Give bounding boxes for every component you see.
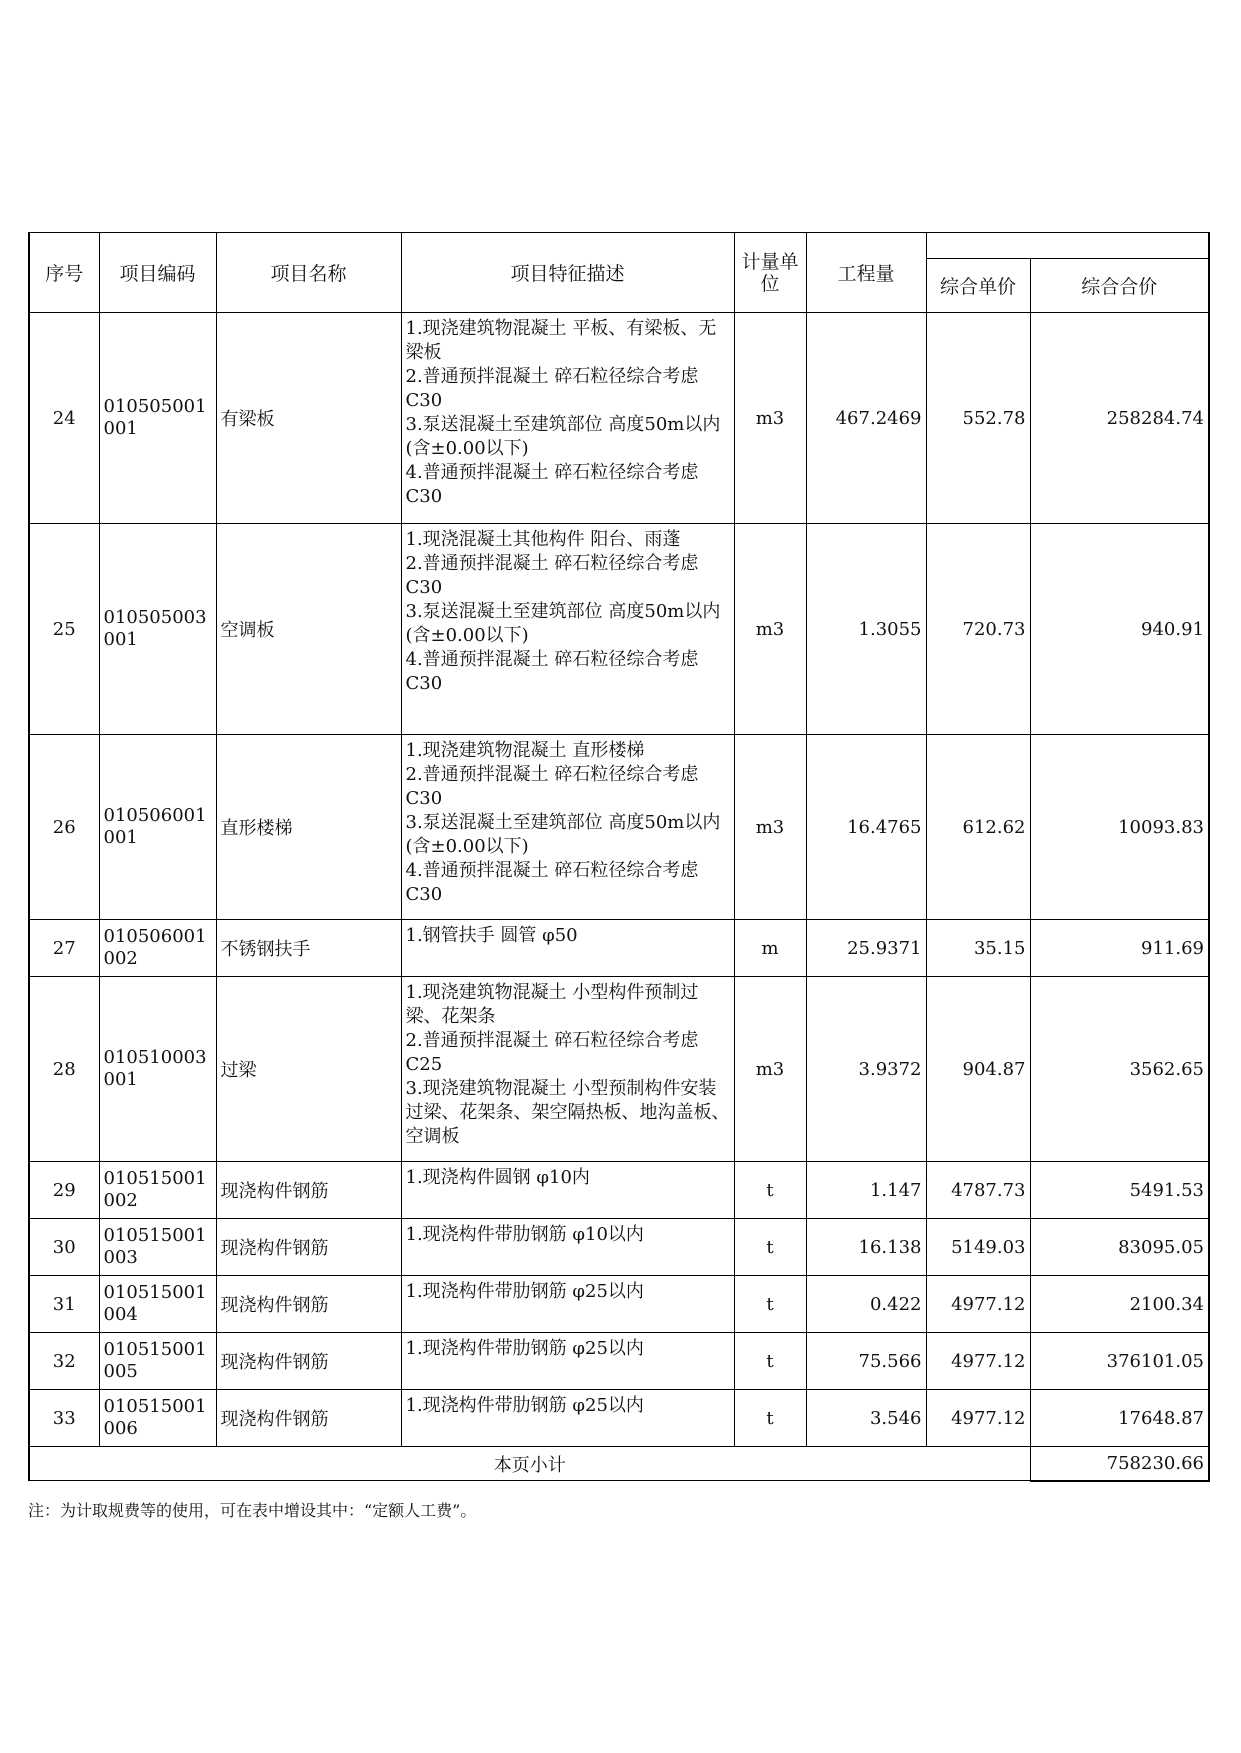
row-qty: 3.546: [806, 1390, 926, 1447]
row-qty: 75.566: [806, 1333, 926, 1390]
row-desc: 1.现浇建筑物混凝土 小型构件预制过梁、花架条 2.普通预拌混凝土 碎石粒径综合考虑 C25 3.现浇建筑物混凝土 小型预制构件安装 过梁、花架条、架空隔热板、地沟盖板、空调板: [401, 977, 734, 1162]
header-total-price: 综合合价: [1030, 259, 1209, 313]
subtotal-value: 758230.66: [1030, 1447, 1209, 1481]
row-qty: 25.9371: [806, 920, 926, 977]
row-unit: t: [734, 1390, 806, 1447]
row-qty: 1.3055: [806, 524, 926, 735]
row-name: 现浇构件钢筋: [216, 1219, 401, 1276]
row-name: 现浇构件钢筋: [216, 1276, 401, 1333]
row-seq: 28: [29, 977, 99, 1162]
table-row: [29, 1390, 1209, 1447]
table-row: [29, 977, 1209, 1162]
row-code: 010505003001: [99, 524, 216, 735]
row-total: 17648.87: [1030, 1390, 1209, 1447]
footnote: 注：为计取规费等的使用，可在表中增设其中：“定额人工费”。: [28, 1501, 477, 1520]
row-name: 现浇构件钢筋: [216, 1390, 401, 1447]
row-unit-price: 552.78: [926, 313, 1030, 524]
row-unit-price: 4787.73: [926, 1162, 1030, 1219]
table-row: [29, 1333, 1209, 1390]
row-qty: 16.4765: [806, 735, 926, 920]
header-seq: 序号: [29, 233, 99, 313]
row-name: 空调板: [216, 524, 401, 735]
row-code: 010515001003: [99, 1219, 216, 1276]
row-name: 现浇构件钢筋: [216, 1333, 401, 1390]
header-desc: 项目特征描述: [401, 233, 734, 313]
row-unit: t: [734, 1333, 806, 1390]
row-total: 5491.53: [1030, 1162, 1209, 1219]
row-total: 940.91: [1030, 524, 1209, 735]
row-unit-price: 4977.12: [926, 1390, 1030, 1447]
row-desc: 1.现浇构件带肋钢筋 φ10以内: [401, 1219, 734, 1276]
row-code: 010515001006: [99, 1390, 216, 1447]
row-code: 010506001001: [99, 735, 216, 920]
row-name: 不锈钢扶手: [216, 920, 401, 977]
row-code: 010510003001: [99, 977, 216, 1162]
table-row: [29, 524, 1209, 735]
row-seq: 30: [29, 1219, 99, 1276]
table-row: [29, 735, 1209, 920]
row-desc: 1.现浇构件带肋钢筋 φ25以内: [401, 1276, 734, 1333]
row-desc: 1.现浇建筑物混凝土 直形楼梯 2.普通预拌混凝土 碎石粒径综合考虑 C30 3.泵送混凝土至建筑部位 高度50m以内(含±0.00以下) 4.普通预拌混凝土 碎石粒径综合考虑 C30: [401, 735, 734, 920]
header-unit: 计量单位: [734, 233, 806, 313]
row-unit: t: [734, 1219, 806, 1276]
row-unit-price: 35.15: [926, 920, 1030, 977]
header-code: 项目编码: [99, 233, 216, 313]
header-unit-price: 综合单价: [926, 259, 1030, 313]
row-qty: 16.138: [806, 1219, 926, 1276]
row-name: 过梁: [216, 977, 401, 1162]
row-unit-price: 5149.03: [926, 1219, 1030, 1276]
header-name: 项目名称: [216, 233, 401, 313]
row-qty: 467.2469: [806, 313, 926, 524]
row-code: 010515001004: [99, 1276, 216, 1333]
row-unit: m: [734, 920, 806, 977]
row-unit-price: 720.73: [926, 524, 1030, 735]
row-qty: 1.147: [806, 1162, 926, 1219]
row-code: 010506001002: [99, 920, 216, 977]
row-name: 现浇构件钢筋: [216, 1162, 401, 1219]
row-total: 911.69: [1030, 920, 1209, 977]
row-code: 010505001001: [99, 313, 216, 524]
row-total: 376101.05: [1030, 1333, 1209, 1390]
row-total: 258284.74: [1030, 313, 1209, 524]
bill-of-quantities-table: [28, 232, 1210, 1482]
row-code: 010515001005: [99, 1333, 216, 1390]
row-total: 2100.34: [1030, 1276, 1209, 1333]
table-row: [29, 1276, 1209, 1333]
row-code: 010515001002: [99, 1162, 216, 1219]
row-unit: t: [734, 1162, 806, 1219]
row-desc: 1.现浇构件带肋钢筋 φ25以内: [401, 1390, 734, 1447]
row-seq: 32: [29, 1333, 99, 1390]
row-desc: 1.现浇建筑物混凝土 平板、有梁板、无梁板 2.普通预拌混凝土 碎石粒径综合考虑 C30 3.泵送混凝土至建筑部位 高度50m以内(含±0.00以下) 4.普通预拌混凝土 碎石粒径综合考虑 C30: [401, 313, 734, 524]
row-name: 有梁板: [216, 313, 401, 524]
row-unit: t: [734, 1276, 806, 1333]
header-amount-group: [926, 233, 1209, 259]
table-row: [29, 920, 1209, 977]
row-qty: 0.422: [806, 1276, 926, 1333]
row-seq: 31: [29, 1276, 99, 1333]
row-unit: m3: [734, 735, 806, 920]
table-row: [29, 1219, 1209, 1276]
row-total: 10093.83: [1030, 735, 1209, 920]
row-seq: 26: [29, 735, 99, 920]
row-unit: m3: [734, 524, 806, 735]
row-seq: 25: [29, 524, 99, 735]
header-qty: 工程量: [806, 233, 926, 313]
row-desc: 1.现浇混凝土其他构件 阳台、雨蓬 2.普通预拌混凝土 碎石粒径综合考虑 C30 3.泵送混凝土至建筑部位 高度50m以内(含±0.00以下) 4.普通预拌混凝土 碎石粒径综合考虑 C30: [401, 524, 734, 735]
row-unit-price: 612.62: [926, 735, 1030, 920]
row-unit-price: 4977.12: [926, 1276, 1030, 1333]
row-desc: 1.钢管扶手 圆管 φ50: [401, 920, 734, 977]
row-desc: 1.现浇构件圆钢 φ10内: [401, 1162, 734, 1219]
row-seq: 29: [29, 1162, 99, 1219]
row-desc: 1.现浇构件带肋钢筋 φ25以内: [401, 1333, 734, 1390]
row-name: 直形楼梯: [216, 735, 401, 920]
row-seq: 33: [29, 1390, 99, 1447]
table-row: [29, 1162, 1209, 1219]
row-unit: m3: [734, 977, 806, 1162]
subtotal-label: 本页小计: [29, 1447, 1030, 1481]
row-unit: m3: [734, 313, 806, 524]
row-total: 83095.05: [1030, 1219, 1209, 1276]
row-qty: 3.9372: [806, 977, 926, 1162]
row-total: 3562.65: [1030, 977, 1209, 1162]
row-unit-price: 4977.12: [926, 1333, 1030, 1390]
row-seq: 24: [29, 313, 99, 524]
row-seq: 27: [29, 920, 99, 977]
table-row: [29, 313, 1209, 524]
row-unit-price: 904.87: [926, 977, 1030, 1162]
